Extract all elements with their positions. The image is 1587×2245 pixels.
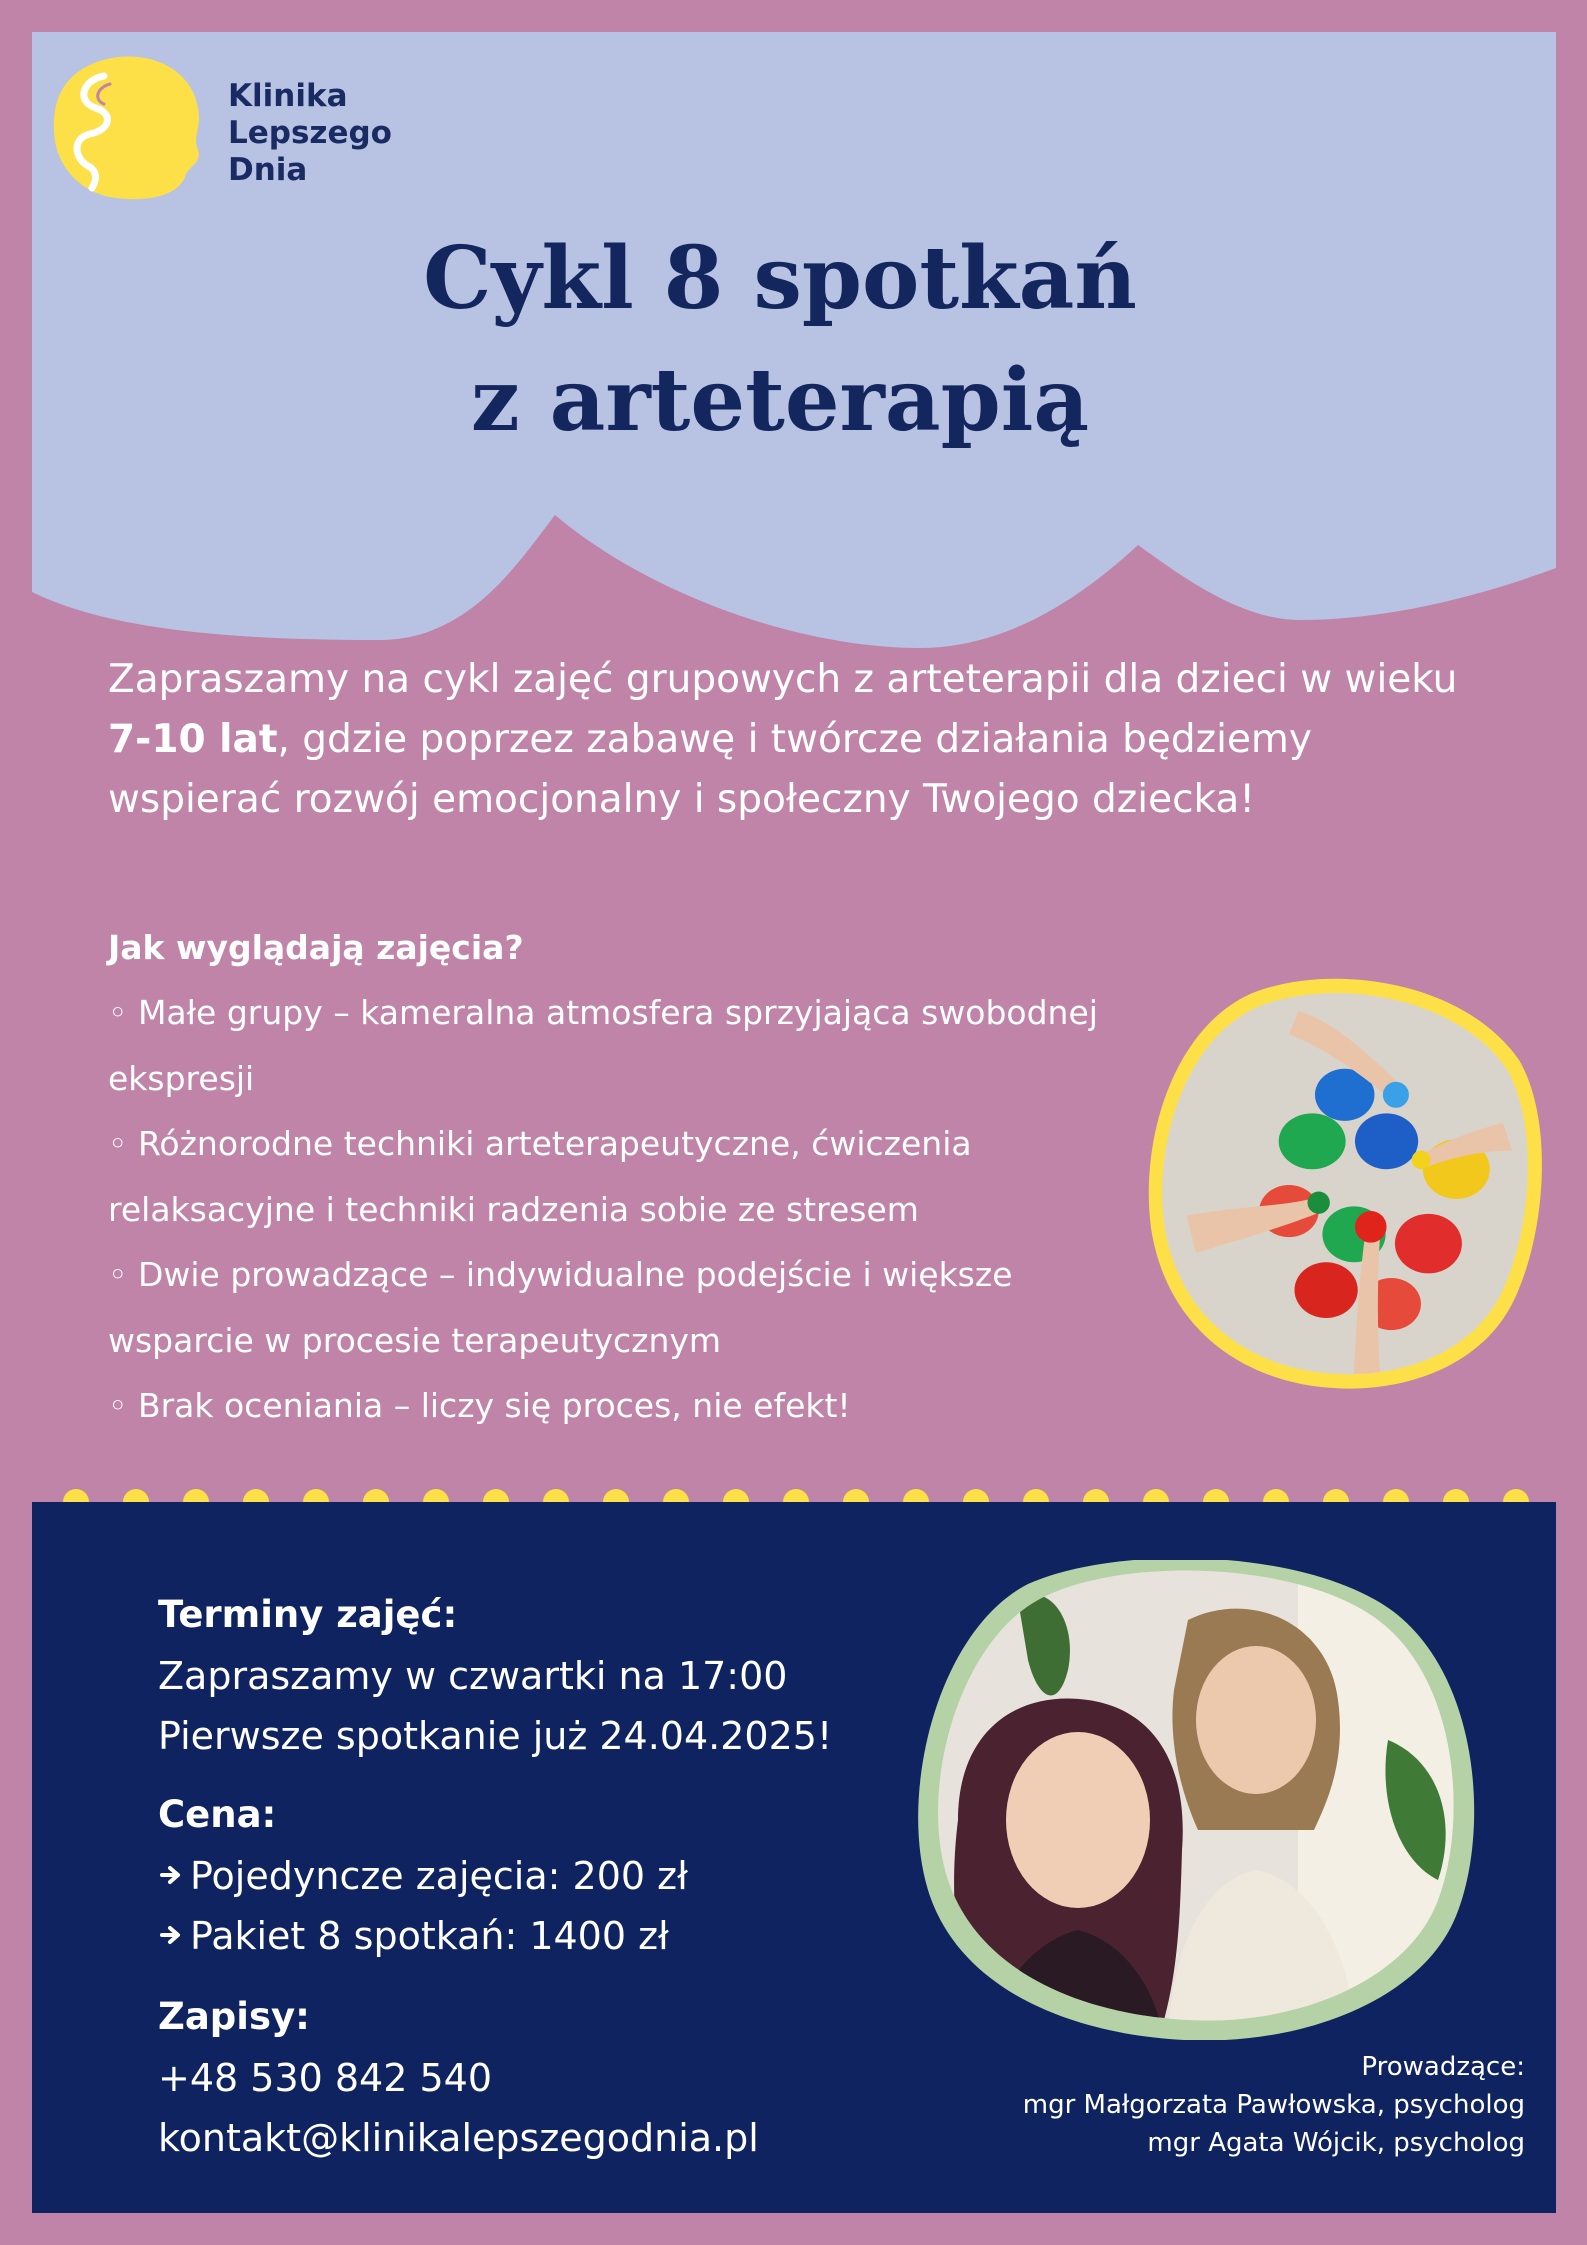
intro-text-end: , gdzie poprzez zabawę i twórcze działania będziemy wspierać rozwój emocjonalny i społeczny Twojego dziecka! — [108, 717, 1313, 822]
therapists-photo — [918, 1560, 1478, 2040]
leaders-label: Prowadzące: — [1361, 2052, 1525, 2082]
price-package — [158, 1906, 669, 1966]
clinic-logo-icon — [52, 50, 210, 206]
clinic-name — [228, 78, 392, 189]
price-single — [158, 1846, 688, 1906]
title-line-2: z arteterapią — [470, 350, 1090, 451]
kids-activity-photo — [1135, 968, 1547, 1402]
poster-title — [0, 218, 1560, 462]
schedule-day: Zapraszamy w czwartki na 17:00 — [158, 1654, 788, 1698]
email-address[interactable]: kontakt@klinikalepszegodnia.pl — [158, 2116, 759, 2160]
schedule-heading: Terminy zajęć: — [158, 1593, 458, 1636]
clinic-name-line-3: Dnia — [228, 152, 308, 188]
list-item: ◦ Brak oceniania – liczy się proces, nie efekt! — [108, 1386, 851, 1425]
how-list — [108, 980, 1138, 1439]
age-range: 7-10 lat — [108, 717, 278, 762]
clinic-name-line-2: Lepszego — [228, 115, 392, 151]
title-line-1: Cykl 8 spotkań — [423, 228, 1137, 329]
leader-2: mgr Agata Wójcik, psycholog — [1147, 2128, 1525, 2158]
list-item: ◦ Dwie prowadzące – indywidualne podejście i większe wsparcie w procesie terapeutycznym — [108, 1255, 1013, 1360]
intro-text-start: Zapraszamy na cykl zajęć grupowych z arteterapii dla dzieci w wieku — [108, 657, 1458, 702]
price-heading: Cena: — [158, 1793, 277, 1836]
how-heading: Jak wyglądają zajęcia? — [108, 928, 524, 967]
signup-heading: Zapisy: — [158, 1995, 310, 2038]
leaders-block — [1023, 2048, 1525, 2162]
leader-1: mgr Małgorzata Pawłowska, psycholog — [1022, 2090, 1525, 2120]
list-item: ◦ Różnorodne techniki arteterapeutyczne, ćwiczenia relaksacyjne i techniki radzenia sobie ze stresem — [108, 1124, 972, 1229]
intro-paragraph — [108, 650, 1488, 830]
price-single-text: Pojedyncze zajęcia: 200 zł — [190, 1854, 688, 1898]
arrow-right-icon — [158, 1921, 186, 1949]
list-item: ◦ Małe grupy – kameralna atmosfera sprzyjająca swobodnej ekspresji — [108, 993, 1098, 1098]
clinic-name-line-1: Klinika — [228, 78, 348, 114]
phone-number[interactable]: +48 530 842 540 — [158, 2056, 493, 2100]
price-package-text: Pakiet 8 spotkań: 1400 zł — [190, 1914, 669, 1958]
schedule-first-meeting: Pierwsze spotkanie już 24.04.2025! — [158, 1714, 833, 1758]
arrow-right-icon — [158, 1861, 186, 1889]
